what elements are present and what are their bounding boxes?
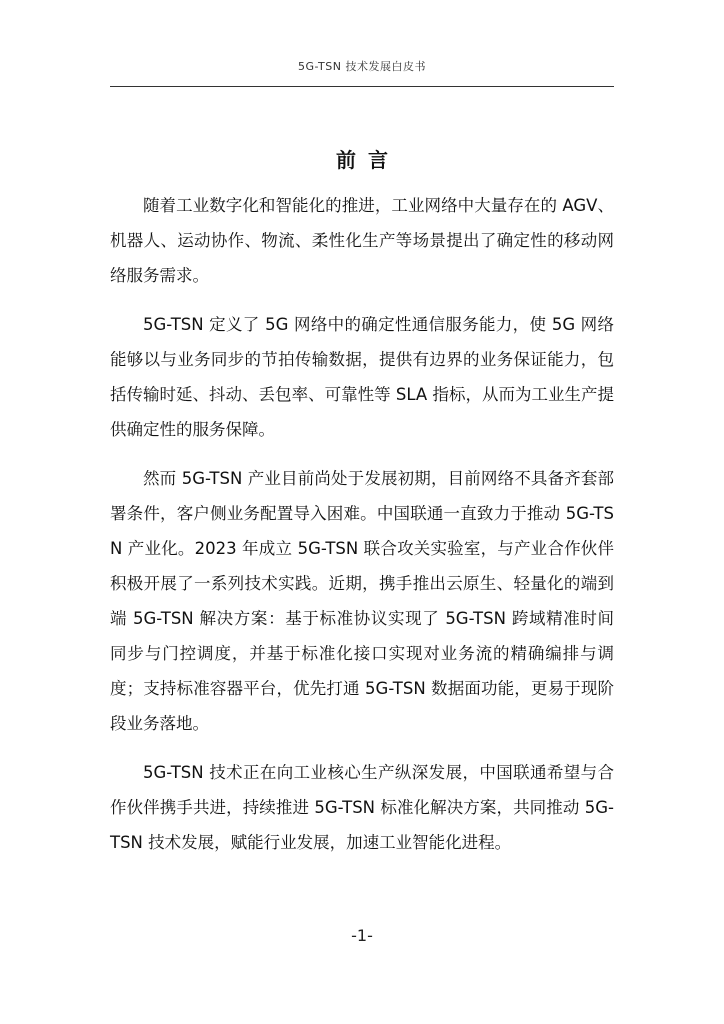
paragraph: 然而 5G-TSN 产业目前尚处于发展初期，目前网络不具备齐套部署条件，客户侧业务配置导入困难。中国联通一直致力于推动 5G-TSN 产业化。2023 年成立 5G-TSN 联合攻关实验室，与产业合作伙伴积极开展了一系列技术实践。近期，携手推出云原生、轻量化的端到端 5G-TSN 解决方案：基于标准协议实现了 5G-TSN 跨域精准时间同步与门控调度，并基于标准化接口实现对业务流的精确编排与调度；支持标准容器平台，优先打通 5G-TSN 数据面功能，更易于现阶段业务落地。 [110,469,614,733]
header-divider [110,86,614,87]
paragraph: 5G-TSN 定义了 5G 网络中的确定性通信服务能力，使 5G 网络能够以与业务同步的节拍传输数据，提供有边界的业务保证能力，包括传输时延、抖动、丢包率、可靠性等 SLA 指标，从而为工业生产提供确定性的服务保障。 [110,315,614,439]
page-number: -1- [351,926,373,945]
paragraph: 5G-TSN 技术正在向工业核心生产纵深发展，中国联通希望与合作伙伴携手共进，持续推进 5G-TSN 标准化解决方案，共同推动 5G-TSN 技术发展，赋能行业发展，加速工业智能化进程。 [110,763,614,852]
paragraph: 随着工业数字化和智能化的推进，工业网络中大量存在的 AGV、机器人、运动协作、物流、柔性化生产等场景提出了确定性的移动网络服务需求。 [110,196,614,285]
page-title: 前言 [336,148,400,172]
body-text [110,188,614,874]
running-header: 5G-TSN 技术发展白皮书 [298,60,426,73]
